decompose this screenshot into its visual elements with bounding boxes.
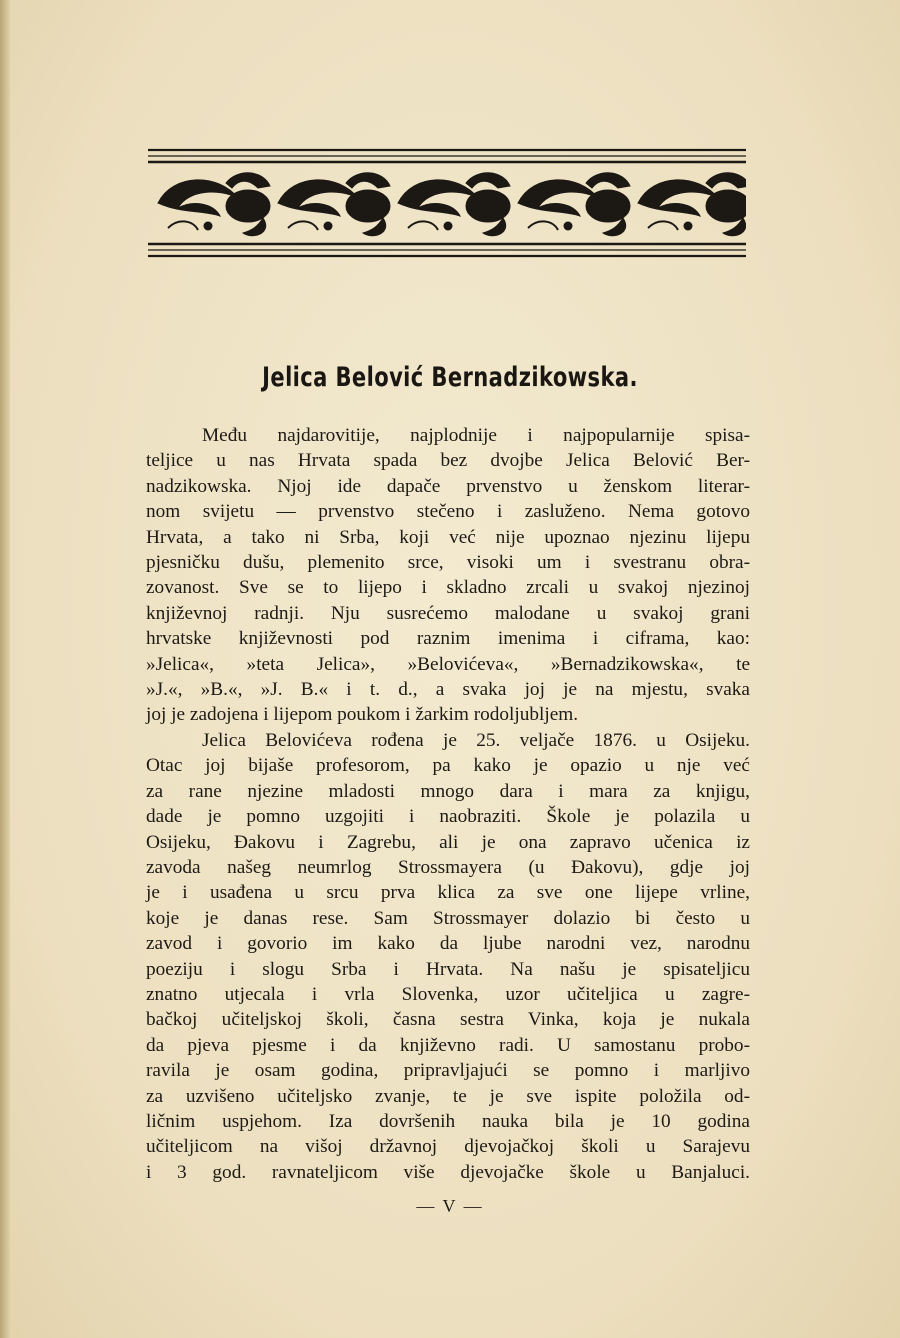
text-line: da pjeva pjesme i da književno radi. U samostanu probo- [146, 1034, 750, 1056]
text-line: hrvatske književnosti pod raznim imenima i ciframa, kao: [146, 628, 750, 650]
text-line: nadzikowska. Njoj ide dapače prvenstvo u ženskom literar- [146, 475, 750, 497]
text-line: koje je danas rese. Sam Strossmayer dolazio bi često u [146, 907, 750, 929]
text-line: ličnim uspjehom. Iza dovršenih nauka bila je 10 godina [146, 1110, 750, 1132]
text-line: zavod i govorio im kako da ljube narodni vez, narodnu [146, 933, 750, 955]
text-line: Hrvata, a tako ni Srba, koji već nije upoznao njezinu lijepu [146, 526, 750, 548]
floral-ornament-border [148, 148, 746, 258]
text-line: joj je zadojena i lijepom poukom i žarkim rodoljubljem. [146, 704, 579, 726]
text-line: Otac joj bijaše profesorom, pa kako je opazio u nje već [146, 755, 750, 777]
text-line: nom svijetu — prvenstvo stečeno i zasluženo. Nema gotovo [146, 501, 750, 523]
text-line: »J.«, »B.«, »J. B.« i t. d., a svaka joj je na mjestu, svaka [146, 679, 750, 701]
text-line: književnoj radnji. Nju susrećemo malodane u svakoj grani [146, 602, 750, 624]
page-spine [0, 0, 10, 1338]
text-line: dade je pomno uzgojiti i naobraziti. Škole je polazila u [146, 806, 750, 828]
article-title: Jelica Belović Bernadzikowska. [262, 362, 638, 393]
text-line: znatno utjecala i vrla Slovenka, uzor učiteljica u zagre- [146, 983, 750, 1005]
article-body [146, 423, 750, 1185]
text-line: Jelica Belovićeva rođena je 25. veljače 1876. u Osijeku. [202, 729, 750, 751]
text-line: Među najdarovitije, najplodnije i najpopularnije spisa- [202, 425, 750, 446]
text-line: zovanost. Sve se to lijepo i skladno zrcali u svakoj njezinoj [146, 577, 750, 599]
text-line: učiteljicom na višoj državnoj djevojačkoj školi u Sarajevu [146, 1136, 750, 1158]
page-number: — V — [416, 1196, 484, 1216]
text-line: ravila je osam godina, pripravljajući se pomno i marljivo [146, 1060, 750, 1082]
text-line: je i usađena u srcu prva klica za sve one lijepe vrline, [146, 882, 750, 904]
text-line: i 3 god. ravnateljicom više djevojačke škole u Banjaluci. [146, 1161, 750, 1183]
text-line: teljice u nas Hrvata spada bez dvojbe Jelica Belović Ber- [146, 450, 750, 472]
text-line: zavoda našeg neumrlog Strossmayera (u Đakovu), gdje joj [146, 856, 750, 878]
text-line: Osijeku, Đakovu i Zagrebu, ali je ona zapravo učenica iz [146, 831, 750, 853]
text-line: za rane njezine mladosti mnogo dara i mara za knjigu, [146, 780, 750, 802]
text-line: za uzvišeno učiteljsko zvanje, te je sve ispite položila od- [146, 1085, 750, 1107]
text-line: bačkoj učiteljskoj školi, časna sestra Vinka, koja je nukala [146, 1009, 750, 1031]
text-line: »Jelica«, »teta Jelica», »Belovićeva«, »Bernadzikowska«, te [146, 653, 750, 675]
text-line: pjesničku dušu, plemenito srce, visoki um i svestranu obra- [146, 552, 750, 574]
text-line: poeziju i slogu Srba i Hrvata. Na našu je spisateljicu [146, 958, 750, 980]
